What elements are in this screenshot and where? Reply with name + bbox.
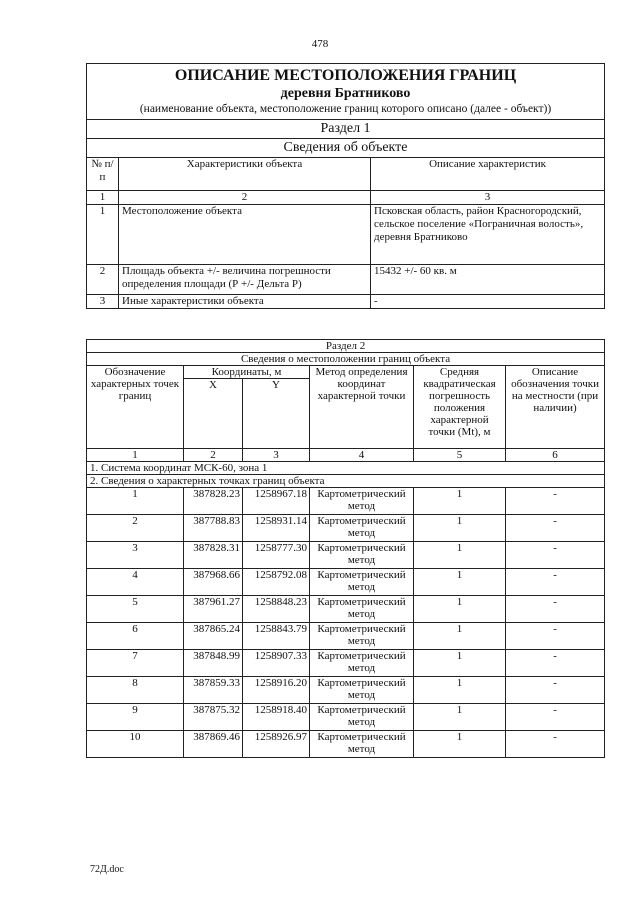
point-y: 1258918.40 [243, 704, 310, 731]
table-row [87, 650, 605, 677]
section2-label: Раздел 2 [87, 340, 605, 353]
index-cell: 3 [243, 449, 310, 462]
table-row [87, 488, 605, 515]
index-cell: 2 [184, 449, 243, 462]
index-cell: 3 [371, 191, 605, 205]
point-number: 6 [87, 623, 184, 650]
point-x: 387869.46 [184, 731, 243, 758]
point-description: - [506, 596, 605, 623]
points-body [87, 488, 605, 758]
point-number: 4 [87, 569, 184, 596]
point-x: 387865.24 [184, 623, 243, 650]
row-number: 3 [87, 295, 119, 309]
document-subtitle: деревня Братниково [280, 86, 411, 101]
boundary-points-table [86, 339, 605, 758]
header-method: Метод определения координат характерной точки [310, 366, 414, 449]
point-error: 1 [414, 515, 506, 542]
point-description: - [506, 650, 605, 677]
points-heading-row [87, 475, 605, 488]
point-x: 387848.99 [184, 650, 243, 677]
header-y: Y [243, 379, 310, 449]
point-method: Картометрический метод [310, 731, 414, 758]
row-characteristic: Площадь объекта +/- величина погрешности определения площади (Р +/- Дельта Р) [119, 265, 371, 295]
table-row [87, 677, 605, 704]
table-row [87, 569, 605, 596]
section1-row-area [87, 265, 605, 295]
index-cell: 1 [87, 449, 184, 462]
table-row [87, 623, 605, 650]
section1-header-row [87, 158, 605, 191]
row-characteristic: Иные характеристики объекта [119, 295, 371, 309]
row-characteristic: Местоположение объекта [119, 205, 371, 265]
index-cell: 1 [87, 191, 119, 205]
section2-label-row [87, 340, 605, 353]
point-description: - [506, 488, 605, 515]
page-number: 478 [311, 38, 329, 50]
section1-row-other [87, 295, 605, 309]
header-characteristic: Характеристики объекта [119, 158, 371, 191]
section2-header-row-1 [87, 366, 605, 379]
point-y: 1258777.30 [243, 542, 310, 569]
point-x: 387788.83 [184, 515, 243, 542]
point-x: 387961.27 [184, 596, 243, 623]
table-row [87, 515, 605, 542]
point-error: 1 [414, 542, 506, 569]
point-description: - [506, 542, 605, 569]
point-x: 387828.31 [184, 542, 243, 569]
point-method: Картометрический метод [310, 650, 414, 677]
point-x: 387875.32 [184, 704, 243, 731]
section1-row-location [87, 205, 605, 265]
point-error: 1 [414, 731, 506, 758]
point-x: 387968.66 [184, 569, 243, 596]
row-description: Псковская область, район Красногородский, сельское поселение «Пограничная волость», деревня Братниково [371, 205, 605, 265]
point-number: 3 [87, 542, 184, 569]
point-method: Картометрический метод [310, 623, 414, 650]
point-x: 387828.23 [184, 488, 243, 515]
point-description: - [506, 515, 605, 542]
point-method: Картометрический метод [310, 596, 414, 623]
index-cell: 6 [506, 449, 605, 462]
row-number: 1 [87, 205, 119, 265]
point-number: 5 [87, 596, 184, 623]
point-method: Картометрический метод [310, 488, 414, 515]
point-error: 1 [414, 623, 506, 650]
header-coordinates: Координаты, м [184, 366, 310, 379]
point-error: 1 [414, 596, 506, 623]
section1-index-row [87, 191, 605, 205]
header-point-description: Описание обозначения точки на местности (при наличии) [506, 366, 605, 449]
index-cell: 4 [310, 449, 414, 462]
point-description: - [506, 731, 605, 758]
point-number: 2 [87, 515, 184, 542]
point-error: 1 [414, 569, 506, 596]
point-number: 7 [87, 650, 184, 677]
point-y: 1258843.79 [243, 623, 310, 650]
table-row [87, 542, 605, 569]
point-error: 1 [414, 704, 506, 731]
point-description: - [506, 704, 605, 731]
title-row [87, 64, 605, 120]
point-method: Картометрический метод [310, 704, 414, 731]
table-row [87, 596, 605, 623]
table-row [87, 704, 605, 731]
point-x: 387859.33 [184, 677, 243, 704]
point-y: 1258931.14 [243, 515, 310, 542]
point-y: 1258848.23 [243, 596, 310, 623]
point-y: 1258926.97 [243, 731, 310, 758]
section2-index-row [87, 449, 605, 462]
point-method: Картометрический метод [310, 542, 414, 569]
header-x: X [184, 379, 243, 449]
point-y: 1258916.20 [243, 677, 310, 704]
point-description: - [506, 623, 605, 650]
point-description: - [506, 569, 605, 596]
point-y: 1258792.08 [243, 569, 310, 596]
section2-heading: Сведения о местоположении границ объекта [87, 353, 605, 366]
table-row [87, 731, 605, 758]
header-description: Описание характеристик [371, 158, 605, 191]
point-y: 1258967.18 [243, 488, 310, 515]
row-description: 15432 +/- 60 кв. м [371, 265, 605, 295]
document-title-note: (наименование объекта, местоположение границ которого описано (далее - объект)) [139, 103, 552, 115]
point-y: 1258907.33 [243, 650, 310, 677]
row-description: - [371, 295, 605, 309]
points-heading: 2. Сведения о характерных точках границ объекта [87, 475, 605, 488]
point-method: Картометрический метод [310, 569, 414, 596]
object-info-table [86, 63, 605, 309]
coordinate-system: 1. Система координат МСК-60, зона 1 [87, 462, 605, 475]
point-error: 1 [414, 677, 506, 704]
section1-heading: Сведения об объекте [87, 139, 605, 158]
row-number: 2 [87, 265, 119, 295]
section2-heading-row [87, 353, 605, 366]
point-number: 10 [87, 731, 184, 758]
point-number: 1 [87, 488, 184, 515]
point-method: Картометрический метод [310, 515, 414, 542]
coordinate-system-row [87, 462, 605, 475]
section1-label: Раздел 1 [87, 120, 605, 139]
point-method: Картометрический метод [310, 677, 414, 704]
index-cell: 5 [414, 449, 506, 462]
index-cell: 2 [119, 191, 371, 205]
header-error: Средняя квадратическая погрешность положения характерной точки (Mt), м [414, 366, 506, 449]
point-error: 1 [414, 488, 506, 515]
point-error: 1 [414, 650, 506, 677]
section1-label-row [87, 120, 605, 139]
footer-filename: 72Д.doc [90, 864, 124, 875]
section1-heading-row [87, 139, 605, 158]
point-description: - [506, 677, 605, 704]
point-number: 9 [87, 704, 184, 731]
header-point: Обозначение характерных точек границ [87, 366, 184, 449]
header-number: № п/п [87, 158, 119, 191]
point-number: 8 [87, 677, 184, 704]
document-title: ОПИСАНИЕ МЕСТОПОЛОЖЕНИЯ ГРАНИЦ [174, 67, 517, 84]
